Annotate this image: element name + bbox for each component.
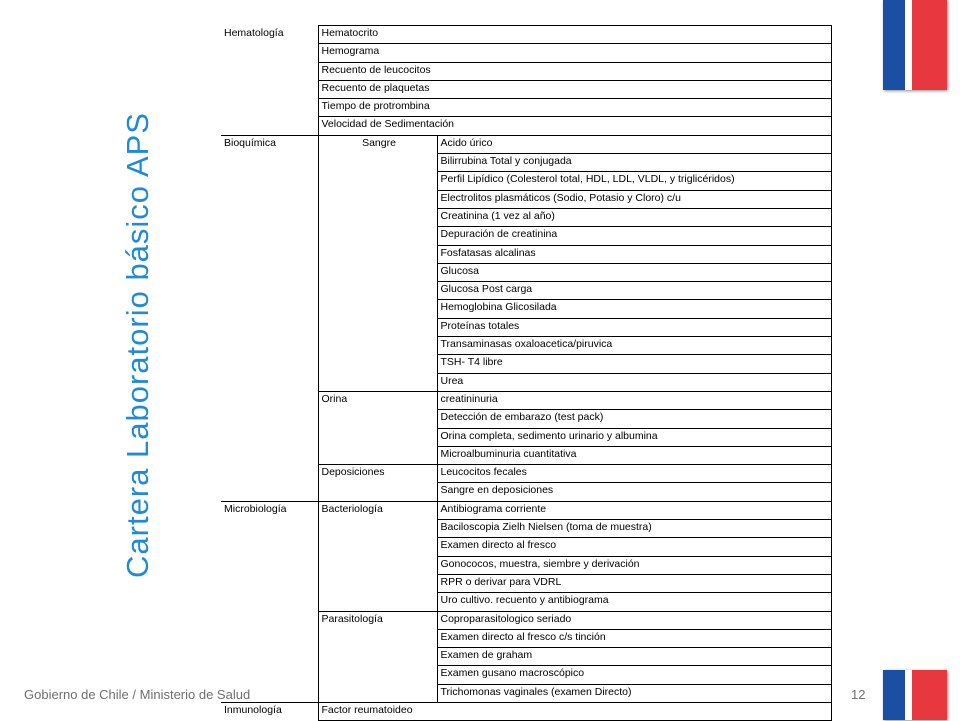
exam-cell: Proteínas totales bbox=[437, 318, 831, 336]
exam-cell: Factor reumatoideo bbox=[318, 702, 831, 720]
exam-cell: Trichomonas vaginales (examen Directo) bbox=[437, 684, 831, 702]
exam-cell: Hemograma bbox=[318, 44, 831, 62]
area-cell: Bioquímica bbox=[221, 135, 318, 501]
exam-cell: Fosfatasas alcalinas bbox=[437, 245, 831, 263]
exam-cell: TSH- T4 libre bbox=[437, 355, 831, 373]
exam-cell: Urea bbox=[437, 373, 831, 391]
exam-cell: Tiempo de protrombina bbox=[318, 99, 831, 117]
exam-cell: Gonococos, muestra, siembre y derivación bbox=[437, 556, 831, 574]
exam-cell: Acido úrico bbox=[437, 135, 831, 153]
exam-cell: Transaminasas oxaloacetica/piruvica bbox=[437, 337, 831, 355]
exam-cell: Hematocrito bbox=[318, 26, 831, 44]
area-cell: Microbiología bbox=[221, 501, 318, 702]
slide-title: Cartera Laboratorio básico APS bbox=[120, 112, 155, 578]
exam-cell: Examen directo al fresco c/s tinción bbox=[437, 629, 831, 647]
table-row bbox=[221, 501, 831, 519]
exam-cell: Leucocitos fecales bbox=[437, 465, 831, 483]
exam-cell: Microalbuminuria cuantitativa bbox=[437, 446, 831, 464]
area-cell: Inmunología bbox=[221, 702, 318, 720]
exam-cell: Examen de graham bbox=[437, 648, 831, 666]
table-row bbox=[221, 135, 831, 153]
table-row bbox=[221, 26, 831, 44]
exam-cell: creatininuria bbox=[437, 391, 831, 409]
exam-cell: Recuento de leucocitos bbox=[318, 62, 831, 80]
exam-cell: Perfil Lipídico (Colesterol total, HDL, LDL, VLDL, y triglicéridos) bbox=[437, 172, 831, 190]
exam-cell: Depuración de creatinina bbox=[437, 227, 831, 245]
exam-cell: Recuento de plaquetas bbox=[318, 80, 831, 98]
exam-cell: Glucosa Post carga bbox=[437, 282, 831, 300]
subarea-cell: Deposiciones bbox=[318, 465, 437, 502]
exam-cell: Detección de embarazo (test pack) bbox=[437, 410, 831, 428]
lab-table-body bbox=[221, 26, 831, 721]
exam-cell: Examen directo al fresco bbox=[437, 538, 831, 556]
exam-cell: RPR o derivar para VDRL bbox=[437, 574, 831, 592]
exam-cell: Baciloscopia Zielh Nielsen (toma de muestra) bbox=[437, 520, 831, 538]
area-cell: Hematología bbox=[221, 26, 318, 136]
chile-flag-decoration-bottom bbox=[883, 670, 947, 720]
exam-cell: Creatinina (1 vez al año) bbox=[437, 208, 831, 226]
exam-cell: Hemoglobina Glicosilada bbox=[437, 300, 831, 318]
table-row bbox=[221, 702, 831, 720]
footer-text: Gobierno de Chile / Ministerio de Salud bbox=[24, 687, 251, 702]
subarea-cell: Sangre bbox=[318, 135, 437, 391]
chile-flag-decoration-top bbox=[883, 0, 947, 90]
lab-exams-table bbox=[221, 25, 832, 721]
exam-cell: Sangre en deposiciones bbox=[437, 483, 831, 501]
exam-cell: Electrolitos plasmáticos (Sodio, Potasio y Cloro) c/u bbox=[437, 190, 831, 208]
exam-cell: Uro cultivo. recuento y antibiograma bbox=[437, 593, 831, 611]
page-number: 12 bbox=[851, 687, 866, 702]
exam-cell: Coproparasitologico seriado bbox=[437, 611, 831, 629]
exam-cell: Bilirrubina Total y conjugada bbox=[437, 154, 831, 172]
exam-cell: Examen gusano macroscópico bbox=[437, 666, 831, 684]
exam-cell: Antibiograma corriente bbox=[437, 501, 831, 519]
exam-cell: Orina completa, sedimento urinario y albumina bbox=[437, 428, 831, 446]
subarea-cell: Orina bbox=[318, 391, 437, 464]
subarea-cell: Parasitología bbox=[318, 611, 437, 702]
exam-cell: Glucosa bbox=[437, 263, 831, 281]
subarea-cell: Bacteriología bbox=[318, 501, 437, 611]
exam-cell: Velocidad de Sedimentación bbox=[318, 117, 831, 135]
